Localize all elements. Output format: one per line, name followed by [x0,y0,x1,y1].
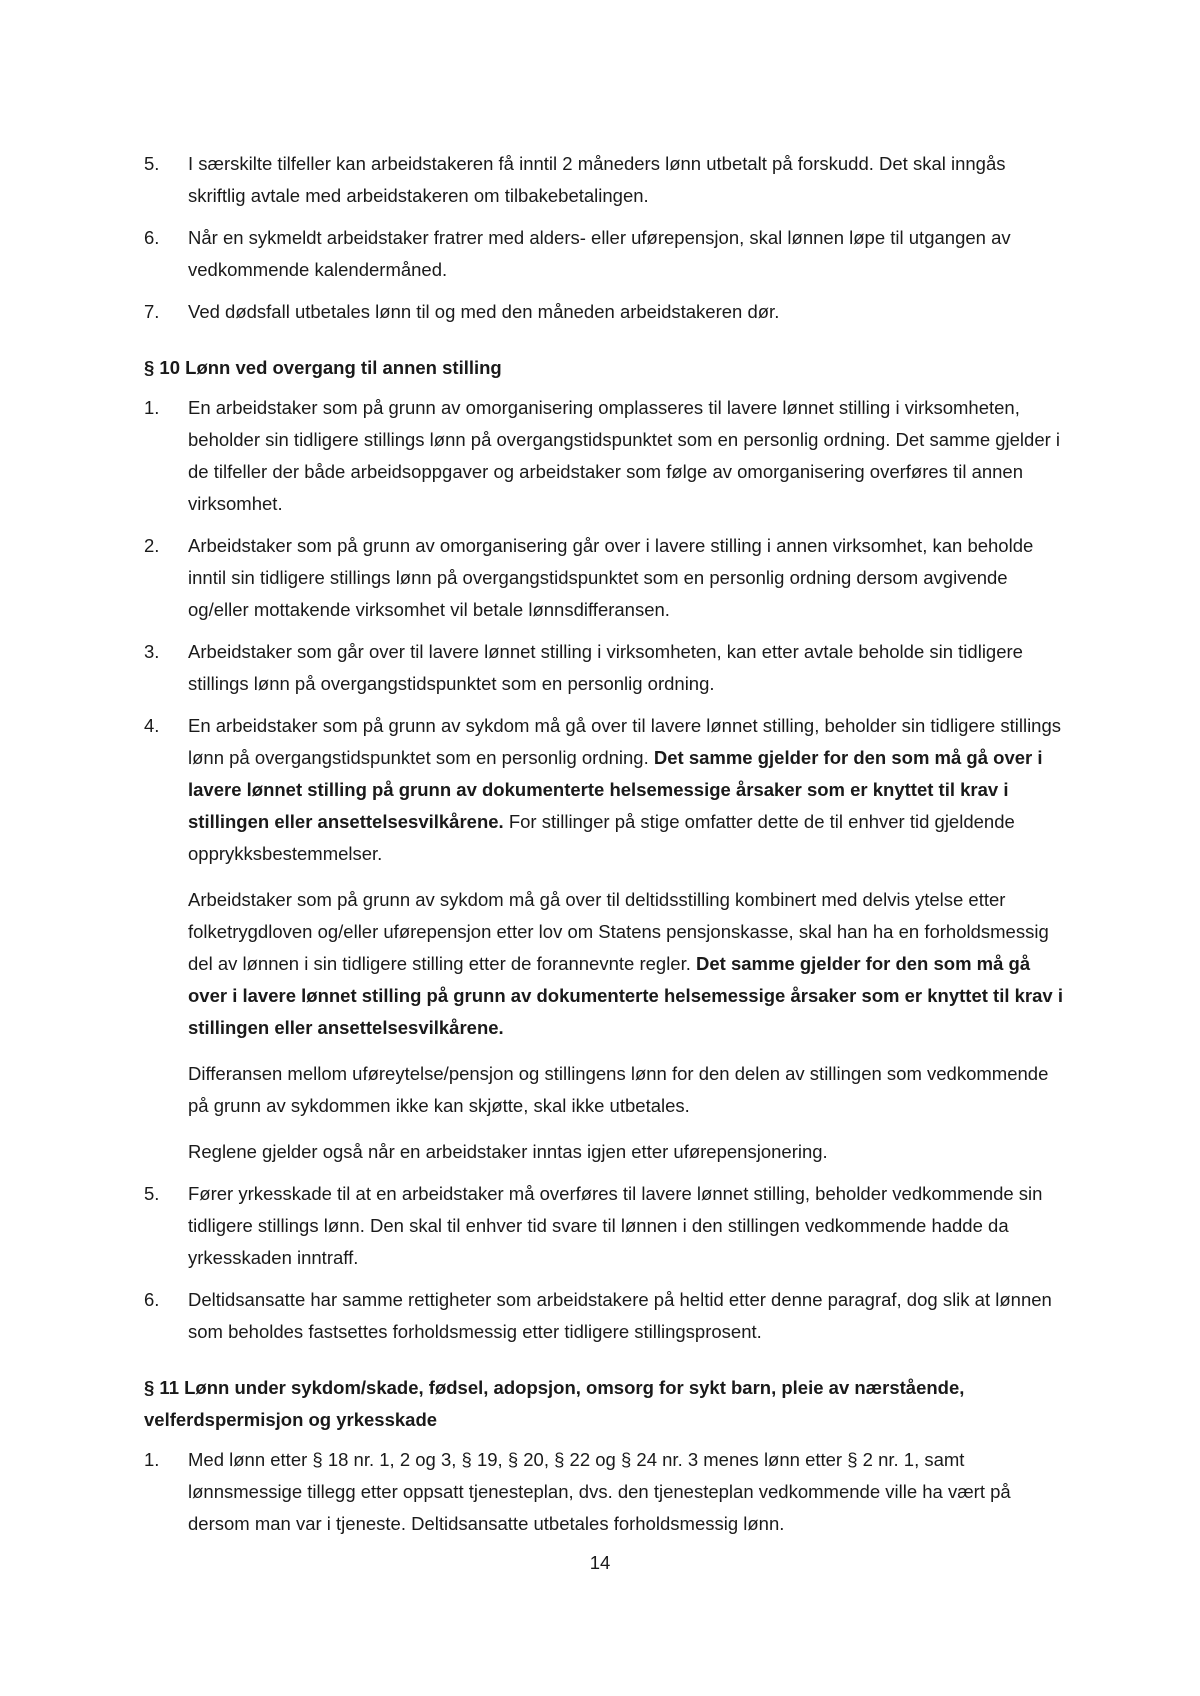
list-item [144,636,1064,700]
text-span: Arbeidstaker som på grunn av sykdom må gå over til deltidsstilling kombinert med delvis ytelse etter folketrygdloven og/eller uførepensjon etter lov om Statens pensjonskasse, skal han ha en forholdsmessig del av lønnen i sin tidligere stilling etter de forannevnte regler. [188,889,1049,974]
section-heading-11: § 11 Lønn under sykdom/skade, fødsel, adopsjon, omsorg for sykt barn, pleie av nærstående, velferdspermisjon og yrkesskade [144,1377,965,1430]
bold-text-span: Det samme gjelder for den som må gå over i lavere lønnet stilling på grunn av dokumenterte helsemessige årsaker som er knyttet til krav i stillingen eller ansettelsesvilkårene. [188,747,1043,832]
list-item [144,296,1064,328]
text-span: En arbeidstaker som på grunn av sykdom må gå over til lavere lønnet stilling, beholder sin tidligere stillings lønn på overgangstidspunktet som en personlig ordning. [188,715,1062,768]
page-number: 14 [589,1552,611,1573]
section-heading-10: § 10 Lønn ved overgang til annen stilling [144,357,502,378]
list-item [144,710,1064,1168]
bold-text-span: Det samme gjelder for den som må gå over i lavere lønnet stilling på grunn av dokumenterte helsemessige årsaker som er knyttet til krav i stillingen eller ansettelsesvilkårene. [188,953,1063,1038]
item-text: Arbeidstaker som går over til lavere lønnet stilling i virksomheten, kan etter avtale beholde sin tidligere stillings lønn på overgangstidspunktet som en personlig ordning. [188,641,1023,694]
item-text: En arbeidstaker som på grunn av omorganisering omplasseres til lavere lønnet stilling i virksomheten, beholder sin tidligere stillings lønn på overgangstidspunktet som en personlig ordning. Det samme gjelder i de tilfeller der både arbeidsoppgaver og arbeidstaker som følge av omorganisering overføres til annen virksomhet. [188,397,1061,514]
item-number: 1. [144,1449,160,1470]
item-number: 6. [144,227,160,248]
item-number: 7. [144,301,160,322]
item-text: I særskilte tilfeller kan arbeidstakeren få inntil 2 måneders lønn utbetalt på forskudd. Det skal inngås skriftlig avtale med arbeidstakeren om tilbakebetalingen. [188,153,1006,206]
list-item [144,222,1064,286]
item-text: Fører yrkesskade til at en arbeidstaker må overføres til lavere lønnet stilling, beholder vedkommende sin tidligere stillings lønn. Den skal til enhver tid svare til lønnen i den stillingen vedkommende hadde da yrkesskaden inntraff. [188,1183,1043,1268]
item-text: Deltidsansatte har samme rettigheter som arbeidstakere på heltid etter denne paragraf, dog slik at lønnen som beholdes fastsettes forholdsmessig etter tidligere stillingsprosent. [188,1289,1052,1342]
list-item [144,530,1064,626]
item-number: 5. [144,1183,160,1204]
item-text: Med lønn etter § 18 nr. 1, 2 og 3, § 19, § 20, § 22 og § 24 nr. 3 menes lønn etter § 2 nr. 1, samt lønnsmessige tillegg etter oppsatt tjenesteplan, dvs. den tjenesteplan vedkommende ville ha vært på dersom man var i tjeneste. Deltidsansatte utbetales forholdsmessig lønn. [188,1449,1011,1534]
item-number: 5. [144,153,160,174]
item-number: 3. [144,641,160,662]
list-item [144,392,1064,520]
item-number: 2. [144,535,160,556]
list-item [144,1284,1064,1348]
item-text: Arbeidstaker som på grunn av omorganisering går over i lavere stilling i annen virksomhet, kan beholde inntil sin tidligere stillings lønn på overgangstidspunktet som en personlig ordning dersom avgivende og/eller mottakende virksomhet vil betale lønnsdifferansen. [188,535,1034,620]
item-paragraph: Reglene gjelder også når en arbeidstaker inntas igjen etter uførepensjonering. [188,1141,828,1162]
text-span: For stillinger på stige omfatter dette de til enhver tid gjeldende opprykksbestemmelser. [188,811,1015,864]
list-item [144,148,1064,212]
item-number: 1. [144,397,160,418]
list-item [144,1178,1064,1274]
item-number: 6. [144,1289,160,1310]
item-paragraph [188,710,1064,870]
item-text: Ved dødsfall utbetales lønn til og med den måneden arbeidstakeren dør. [188,301,780,322]
item-number: 4. [144,715,160,736]
document-body [144,148,1064,1550]
item-paragraph [188,884,1064,1044]
item-text: Når en sykmeldt arbeidstaker fratrer med alders- eller uførepensjon, skal lønnen løpe til utgangen av vedkommende kalendermåned. [188,227,1011,280]
list-item [144,1444,1064,1540]
item-paragraph: Differansen mellom uføreytelse/pensjon og stillingens lønn for den delen av stillingen som vedkommende på grunn av sykdommen ikke kan skjøtte, skal ikke utbetales. [188,1063,1049,1116]
